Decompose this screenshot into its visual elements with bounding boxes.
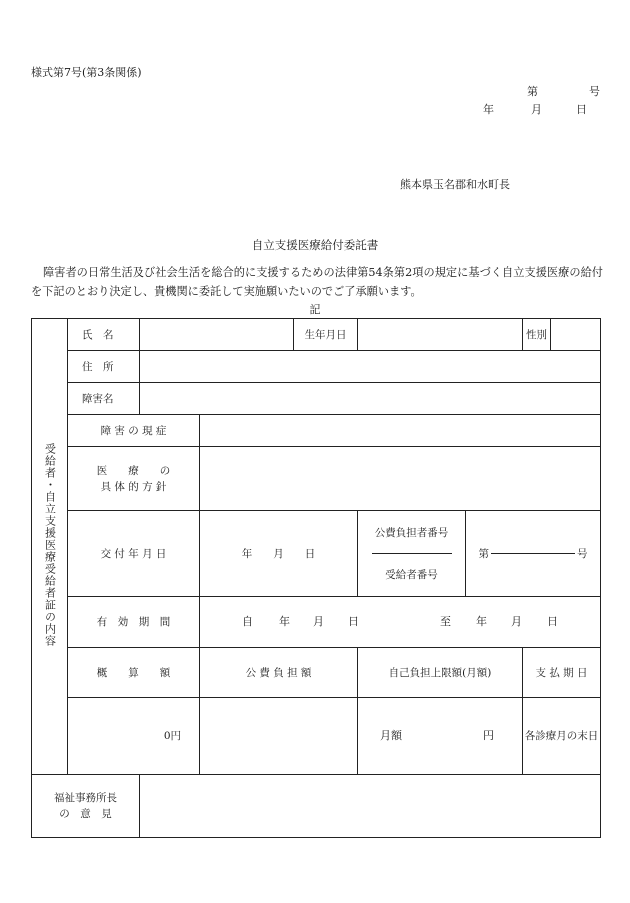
copay-limit-label: 自己負担上限額(月額) — [358, 648, 523, 698]
benefit-form-table — [31, 318, 601, 838]
validity-label: 有 効 期 間 — [68, 597, 200, 648]
number-labels-cell — [358, 511, 466, 597]
payment-due-label: 支 払 期 日 — [523, 648, 601, 698]
date-month: 月 — [531, 103, 542, 116]
validity-from-day: 日 — [348, 615, 359, 628]
sex-field[interactable] — [551, 319, 601, 351]
date-year: 年 — [483, 103, 494, 116]
treatment-policy-label — [68, 447, 200, 511]
number-go: 号 — [589, 85, 600, 98]
number-line — [491, 553, 575, 554]
opinion-label — [32, 775, 140, 838]
form-number: 様式第7号(第3条関係) — [31, 66, 142, 79]
validity-to: 至 — [440, 615, 451, 628]
public-burden-number-label: 公費負担者番号 — [374, 526, 449, 539]
addressee: 熊本県玉名郡和水町長 — [400, 178, 510, 191]
number-dai: 第 — [527, 85, 538, 98]
side-label-cell — [32, 319, 68, 775]
estimated-amount-label: 概 算 額 — [68, 648, 200, 698]
dai-label: 第 — [478, 547, 489, 560]
go-label: 号 — [577, 547, 588, 560]
body-paragraph: 障害者の日常生活及び社会生活を総合的に支援するための法律第54条第2項の規定に基づく自立支援医療の給付を下記のとおり決定し、貴機関に委託して実施願いたいのでご了承願います。 — [31, 266, 603, 298]
validity-from-month: 月 — [313, 615, 324, 628]
recipient-number-label: 受給者番号 — [385, 568, 438, 581]
current-condition-label: 障 害 の 現 症 — [68, 415, 200, 447]
opinion-line2: の 意 見 — [59, 808, 112, 820]
number-value-cell[interactable] — [466, 511, 601, 597]
treatment-policy-field[interactable] — [200, 447, 601, 511]
opinion-field[interactable] — [140, 775, 601, 838]
birthdate-field[interactable] — [358, 319, 523, 351]
copay-limit-field[interactable] — [358, 698, 523, 775]
document-title: 自立支援医療給付委託書 — [251, 238, 379, 252]
opinion-line1: 福祉事務所長 — [54, 792, 117, 804]
date-day: 日 — [576, 103, 587, 116]
current-condition-field[interactable] — [200, 415, 601, 447]
yen-label: 円 — [483, 729, 494, 742]
payment-due-value[interactable]: 各診療月の末日 — [523, 698, 601, 775]
monthly-label: 月額 — [380, 729, 402, 742]
ki-label: 記 — [309, 303, 321, 316]
sex-label: 性別 — [523, 319, 551, 351]
validity-from: 自 — [242, 615, 253, 628]
disability-name-label: 障害名 — [68, 383, 140, 415]
birthdate-label: 生年月日 — [294, 319, 358, 351]
side-label: 受給者・自立支援医療受給者証の内容 — [43, 442, 57, 647]
issue-date-value[interactable]: 年 月 日 — [200, 511, 358, 597]
issue-date-label: 交 付 年 月 日 — [68, 511, 200, 597]
name-label: 氏 名 — [68, 319, 140, 351]
estimated-amount-value[interactable]: 0円 — [68, 698, 200, 775]
validity-from-year: 年 — [279, 615, 290, 628]
divider-line — [372, 553, 452, 554]
name-field[interactable] — [140, 319, 294, 351]
public-burden-amount-field[interactable] — [200, 698, 358, 775]
validity-field[interactable] — [200, 597, 601, 648]
treatment-policy-line2: 具 体 的 方 針 — [100, 480, 167, 493]
treatment-policy-line1: 医 療 の — [96, 464, 171, 477]
address-field[interactable] — [140, 351, 601, 383]
disability-name-field[interactable] — [140, 383, 601, 415]
validity-to-year: 年 — [476, 615, 487, 628]
address-label: 住 所 — [68, 351, 140, 383]
validity-to-month: 月 — [511, 615, 522, 628]
public-burden-amount-label: 公 費 負 担 額 — [200, 648, 358, 698]
validity-to-day: 日 — [547, 615, 558, 628]
